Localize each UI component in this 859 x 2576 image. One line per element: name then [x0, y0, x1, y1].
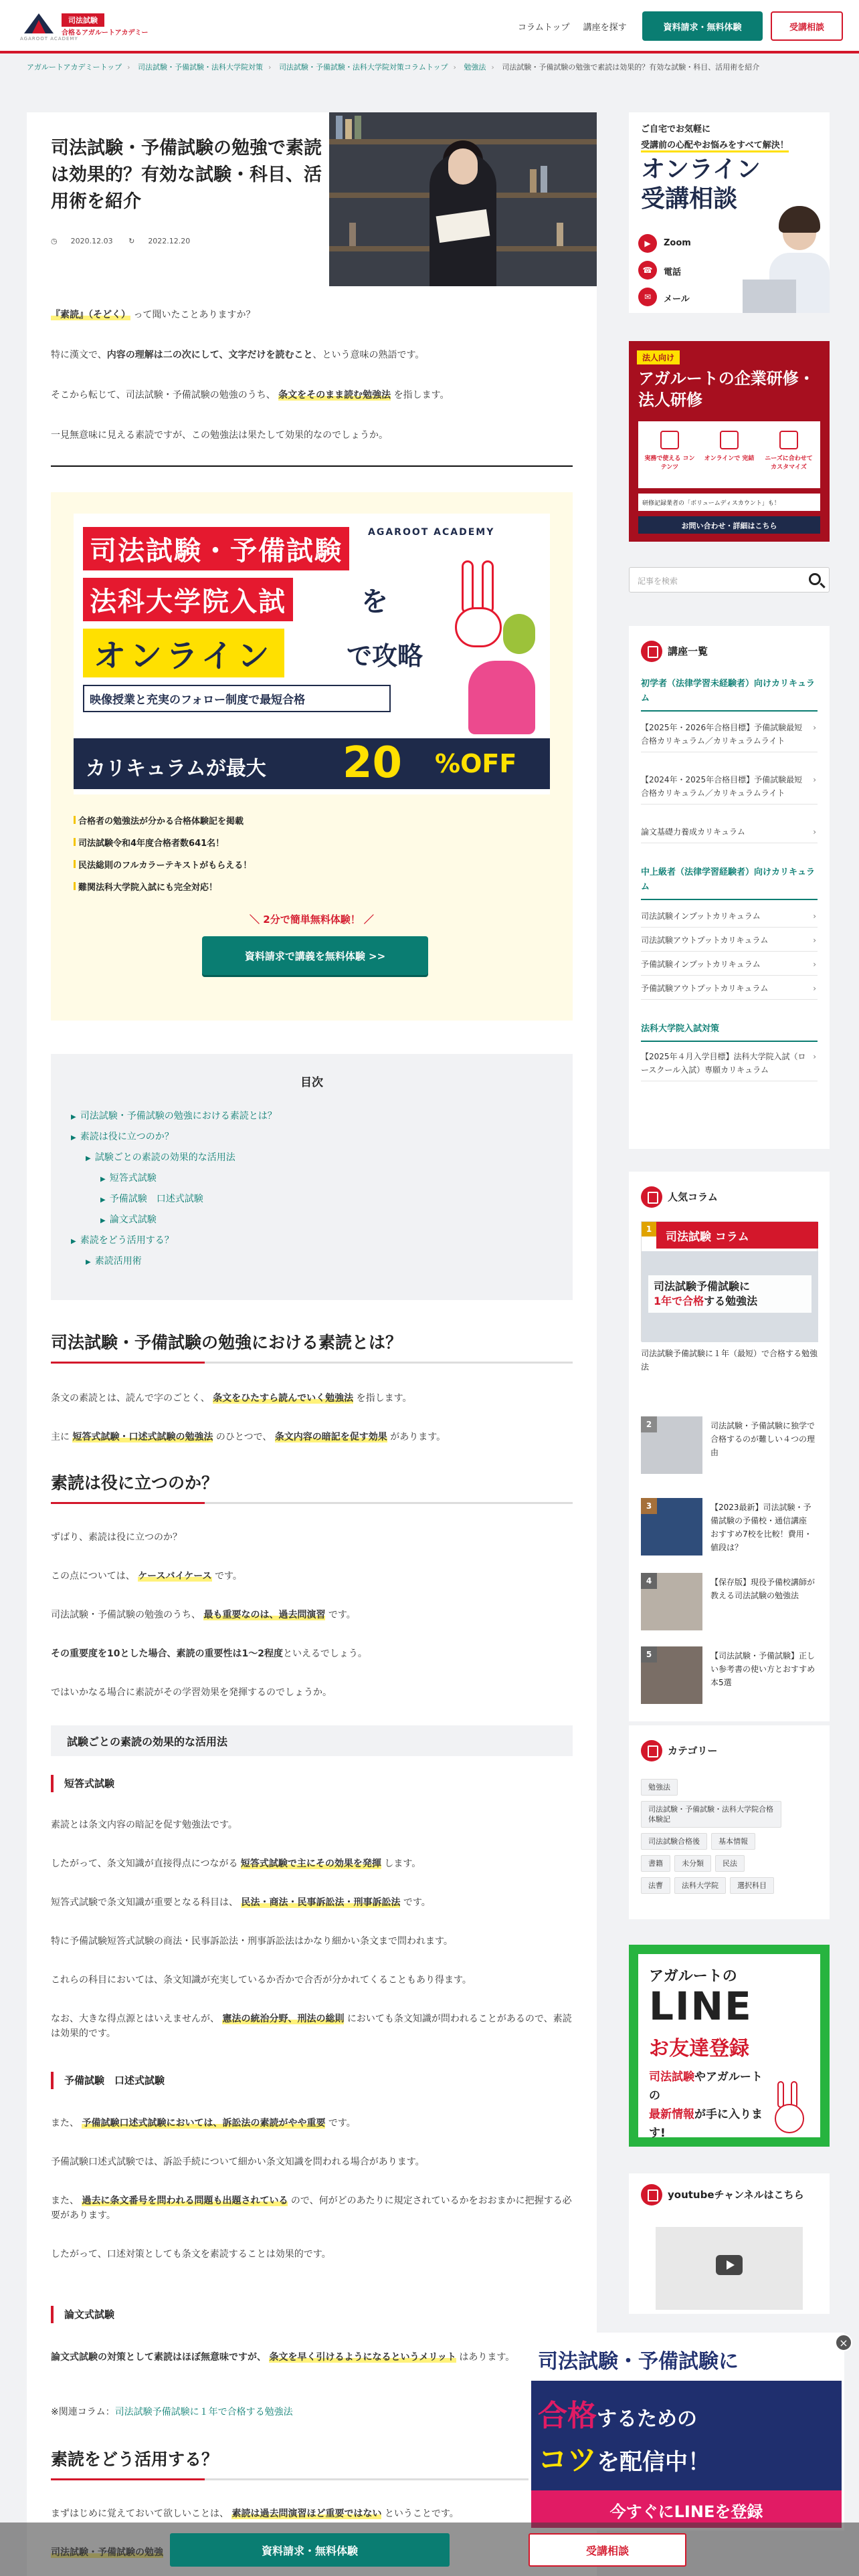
category-tag[interactable]: 司法試験・予備試験・法科大学院合格体験記	[641, 1801, 781, 1828]
youtube-icon	[641, 2184, 662, 2206]
paragraph: 特に予備試験短答式試験の商法・民事訴訟法・刑事訴訟法はかなり細かい条文まで問われます。	[51, 1936, 453, 1947]
phone-icon: ☎	[638, 261, 657, 280]
paragraph: なお、大きな得点源とはいえませんが、 憲法の統治分野、刑法の総則 においても条文知識が問われることがあるので、素読は効果的です。	[51, 2014, 572, 2039]
course-item[interactable]: 【2025年・2026年合格目標】予備試験最短合格カリキュラム／カリキュラムライト ›	[641, 717, 818, 752]
breadcrumb: アガルートアカデミートップ › 司法試験・予備試験・法科大学院対策 › 司法試験・予備試験・法科大学院対策コラムトップ › 勉強法 › 司法試験・予備試験の勉強で素読は効果的？有効な試験・科目、活用術を紹介	[27, 63, 760, 72]
course-group-heading[interactable]: 法科大学院入試対策	[641, 1022, 818, 1042]
course-item[interactable]: 司法試験インプットカリキュラム ›	[641, 905, 818, 928]
popular-item[interactable]: 2 司法試験・予備試験に独学で合格するのが難しい４つの理由	[641, 1416, 818, 1474]
popular-item[interactable]: 3 【2023最新】司法試験・予備試験の予備校・通信講座 おすすめ7校を比較！費用・値段は？	[641, 1498, 818, 1555]
section-heading: 素読をどう活用する？	[51, 2446, 573, 2480]
close-icon[interactable]: ×	[835, 2334, 852, 2351]
logo-tag: 司法試験	[62, 13, 104, 27]
popular-item[interactable]: 4 【保存版】現役予備校講師が教える司法試験の勉強法	[641, 1573, 818, 1630]
refresh-icon: ↻	[128, 237, 135, 245]
ad-cta[interactable]: お問い合わせ・詳細はこちら	[638, 516, 820, 534]
category-tag[interactable]: 書籍	[641, 1855, 670, 1872]
mail-icon: ✉	[638, 288, 657, 306]
list-item: 司法試験令和4年度合格者数641名！	[74, 833, 252, 855]
promo-banner	[51, 492, 573, 1021]
intro-p3: そこから転じて、司法試験・予備試験の勉強のうち、 条文をそのまま読む勉強法 を指します。	[51, 390, 450, 401]
category-tag[interactable]: 選択科目	[730, 1877, 774, 1894]
category-tags	[641, 1779, 822, 1899]
banner-line3: オンライン	[83, 629, 284, 677]
header-consult-button[interactable]: 受講相談	[771, 11, 843, 41]
popular-item-1[interactable]	[641, 1221, 818, 1395]
toc-item[interactable]: ▶ 試験ごとの素読の効果的な活用法	[86, 1150, 235, 1164]
toc-item[interactable]: ▶ 司法試験・予備試験の勉強における素読とは？	[71, 1109, 277, 1122]
toc-item[interactable]: ▶ 論文式試験	[100, 1212, 157, 1226]
ad-line: 受講前の心配やお悩みをすべて解決！	[641, 138, 789, 152]
banner-sub: 映像授業と充実のフォロー制度で最短合格	[83, 685, 391, 712]
ad-card: 実務で使える コンテンツ	[642, 427, 697, 483]
categories	[629, 1725, 830, 1919]
related-column: ※関連コラム：司法試験予備試験に１年で合格する勉強法	[51, 2407, 293, 2418]
category-tag[interactable]: 民法	[715, 1855, 745, 1872]
youtube-channel	[629, 2173, 830, 2314]
header-request-button[interactable]: 資料請求・無料体験	[642, 11, 763, 41]
course-item[interactable]: 予備試験アウトプットカリキュラム ›	[641, 978, 818, 1000]
promo-banner-image[interactable]	[74, 514, 550, 794]
banner-request-button[interactable]: 資料請求で講義を無料体験 >>	[202, 936, 428, 975]
toc-item[interactable]: ▶ 短答式試験	[100, 1171, 157, 1184]
ad-title: オンライン受講相談	[641, 156, 761, 213]
paragraph: したがって、口述対策としても条文を素読することは効果的です。	[51, 2249, 331, 2260]
hero-image	[329, 112, 597, 286]
list-item: 合格者の勉強法が分かる合格体験記を掲載	[74, 811, 252, 833]
course-item[interactable]: 予備試験インプットカリキュラム ›	[641, 954, 818, 976]
ad-cta[interactable]: 今すぐにLINEを登録	[531, 2490, 842, 2528]
paragraph: また、 予備試験口述式試験においては、訴訟法の素読がやや重要 です。	[51, 2118, 356, 2129]
corporate-training-ad[interactable]	[629, 341, 830, 542]
floating-line-ad[interactable]	[529, 2333, 848, 2531]
paragraph: ではいかなる場合に素読がその学習効果を発揮するのでしょうか。	[51, 1687, 332, 1698]
related-column-link[interactable]: 司法試験予備試験に１年で合格する勉強法	[114, 2407, 293, 2418]
popular-thumbnail: 1 司法試験 コラム 司法試験予備試験に 1年で合格する勉強法	[641, 1221, 818, 1341]
ad-text: 司法試験やアガルートの 最新情報が手に入ります!	[649, 2070, 763, 2140]
popular-item[interactable]: 5 【司法試験・予備試験】正しい参考書の使い方とおすすめ本5選	[641, 1646, 818, 1704]
site-header	[0, 0, 859, 53]
banner-logo: AGAROOT ACADEMY	[368, 527, 495, 538]
ad-note: 研修記録業者の「ボリュームディスカウント」も！	[638, 494, 820, 511]
logo-mark-icon	[24, 13, 54, 33]
intro-p4: 一見無意味に見える素読ですが、この勉強法は果たして効果的なのでしょうか。	[51, 430, 388, 441]
header-nav	[518, 20, 638, 33]
ad-tag: 法人向け	[637, 350, 680, 364]
popular-columns	[629, 1172, 830, 1721]
banner-mini-text: ＼ 2分で簡単無料体験！ ／	[250, 914, 374, 926]
search-box[interactable]	[629, 567, 830, 593]
paragraph: ずばり、素読は役に立つのか？	[51, 1532, 182, 1543]
section-heading: 素読は役に立つのか？	[51, 1470, 573, 1504]
banner-line3-suffix: で攻略	[347, 641, 423, 671]
course-item[interactable]: 【2025年４月入学目標】法科大学院入試（ロースクール入試）専願カリキュラム ›	[641, 1046, 818, 1081]
divider	[51, 465, 573, 467]
ad-line: アガルートの	[649, 1968, 737, 1985]
ad-line: ご自宅でお気軽に	[641, 124, 711, 134]
method-label: メール	[664, 294, 690, 304]
paragraph: また、 過去に条文番号を問われる問題も出題されている ので、何がどのあたりに規定されているかをおおまかに把握する必要があります。	[51, 2195, 572, 2221]
breadcrumb-current: 司法試験・予備試験の勉強で素読は効果的？有効な試験・科目、活用術を紹介	[502, 63, 760, 72]
updated-date: 2022.12.20	[148, 237, 191, 245]
banner-discount-bar: カリキュラムが最大 20 %OFF	[74, 738, 550, 789]
sub-subsection-heading: 予備試験 口述式試験	[51, 2072, 573, 2089]
youtube-title: youtubeチャンネルはこちら	[641, 2184, 804, 2206]
ad-big-line: 合格するための	[538, 2399, 697, 2433]
course-item[interactable]: 論文基礎力養成カリキュラム ›	[641, 821, 818, 843]
ad-line: 司法試験・予備試験に	[538, 2350, 739, 2373]
article-hero	[27, 112, 597, 286]
online-consult-ad[interactable]	[629, 112, 830, 313]
breadcrumb-item[interactable]: アガルートアカデミートップ	[27, 63, 122, 72]
course-group-heading[interactable]: 初学者（法律学習未経験者）向けカリキュラム	[641, 677, 818, 712]
published-date: 2020.12.03	[70, 237, 113, 245]
category-tag[interactable]: 法曹	[641, 1877, 670, 1894]
breadcrumb-item[interactable]: 勉強法	[464, 63, 486, 72]
table-of-contents	[51, 1054, 573, 1300]
banner-benefits	[74, 811, 252, 899]
toc-item[interactable]: ▶ 素読は役に立つのか？	[71, 1130, 174, 1143]
category-tag[interactable]: 勉強法	[641, 1779, 678, 1796]
list-item: 難関法科大学院入試にも完全対応！	[74, 877, 252, 899]
article	[27, 112, 597, 2576]
paragraph: したがって、条文知識が直接得点につながる 短答式試験で主にその効果を発揮 します。	[51, 1858, 421, 1869]
ad-card: オンラインで 完結	[702, 427, 757, 483]
intro-p2: 特に漢文で、内容の理解は二の次にして、文字だけを読むこと、という意味の熟語です。	[51, 350, 425, 360]
list-item: 民法総則のフルカラーテキストがもらえる！	[74, 855, 252, 877]
paragraph: これらの科目においては、条文知識が充実しているか否かで合否が分かれてくることもあり得ます。	[51, 1975, 472, 1985]
mascot-rabbit-icon	[455, 560, 535, 734]
course-list-title: 講座一覧	[641, 641, 708, 662]
ad-big-line: コツを配信中！	[538, 2443, 710, 2477]
subsection-heading: 試験ごとの素読の効果的な活用法	[51, 1725, 573, 1756]
sub-subsection-heading: 短答式試験	[51, 1775, 573, 1792]
flag-icon	[641, 1740, 662, 1761]
ad-big: LINE	[649, 1983, 753, 2029]
paragraph: 素読とは条文内容の暗記を促す勉強法です。	[51, 1820, 237, 1830]
paragraph: この点については、 ケースバイケース です。	[51, 1571, 242, 1582]
method-label: Zoom	[664, 238, 691, 248]
search-input[interactable]: 記事を検索	[638, 576, 678, 586]
category-tag[interactable]: 法科大学院	[674, 1877, 726, 1894]
toc-item[interactable]: ▶ 予備試験 口述式試験	[100, 1192, 203, 1205]
article-title: 司法試験・予備試験の勉強で素読は効果的？有効な試験・科目、活用術を紹介	[51, 138, 322, 212]
ad-cards	[638, 421, 820, 488]
paragraph: 短答式試験で条文知識が重要となる科目は、 民法・商法・民事訴訟法・刑事訴訟法 です。	[51, 1897, 431, 1908]
category-tag[interactable]: 未分類	[674, 1855, 711, 1872]
toc-item[interactable]: ▶ 素読をどう活用する？	[71, 1233, 174, 1247]
ad-register: お友達登録	[649, 2037, 749, 2060]
category-tag[interactable]: 司法試験合格後	[641, 1833, 707, 1850]
course-group-heading[interactable]: 中上級者（法律学習経験者）向けカリキュラム	[641, 865, 818, 900]
paragraph: 司法試験・予備試験の勉強のうち、 最も重要なのは、過去問演習 です。	[51, 1610, 356, 1620]
bottom-consult-button[interactable]: 受講相談	[529, 2533, 686, 2567]
category-tag[interactable]: 基本情報	[711, 1833, 755, 1850]
course-item[interactable]: 【2024年・2025年合格目標】予備試験最短合格カリキュラム／カリキュラムライト ›	[641, 769, 818, 804]
popular-title: 人気コラム	[641, 1186, 718, 1208]
breadcrumb-item[interactable]: 司法試験・予備試験・法科大学院対策	[138, 63, 264, 72]
banner-line2-suffix: を	[361, 586, 388, 617]
paragraph: 論文式試験の対策として素読はほぼ無意味ですが、 条文を早く引けるようになるというメリット はあります。	[51, 2352, 515, 2363]
intro-p1: 『素読』（そどく） って聞いたことありますか？	[51, 310, 256, 320]
logo-brand: AGAROOT ACADEMY	[20, 36, 78, 41]
nav-column-top[interactable]: コラムトップ	[518, 23, 570, 33]
section-heading: 司法試験・予備試験の勉強における素読とは？	[51, 1329, 573, 1364]
bottom-request-button[interactable]: 資料請求・無料体験	[170, 2533, 450, 2567]
person-illustration	[763, 199, 830, 313]
ad-card: ニーズに合わせて カスタマイズ	[761, 427, 816, 483]
paragraph: まずはじめに覚えておいて欲しいことは、 素読は過去問演習ほど重要ではない ということです。	[51, 2508, 459, 2519]
course-item[interactable]: 司法試験アウトプットカリキュラム ›	[641, 930, 818, 952]
toc-title: 目次	[300, 1076, 323, 1089]
book-icon	[641, 641, 662, 662]
bottom-cta-bar	[0, 2523, 859, 2576]
course-list	[629, 626, 830, 1149]
paragraph: 主に 短答式試験・口述式試験の勉強法 のひとつで、 条文内容の暗記を促す効果 があります。	[51, 1432, 446, 1442]
logo-sub: 合格るアガルートアカデミー	[62, 29, 149, 37]
paragraph: 条文の素読とは、読んで字のごとく、 条文をひたすら読んでいく勉強法 を指します。	[51, 1393, 412, 1404]
youtube-thumbnail[interactable]	[656, 2227, 803, 2310]
popular-text: 司法試験予備試験に１年（最短）で合格する勉強法	[641, 1349, 818, 1372]
mascot-icon	[772, 2081, 812, 2135]
ad-title: アガルートの企業研修・法人研修	[638, 369, 815, 409]
video-icon: ▶	[638, 234, 657, 253]
clock-icon: ◷	[51, 237, 58, 245]
toc-item[interactable]: ▶ 素読活用術	[86, 1254, 142, 1267]
article-dates	[51, 237, 203, 245]
categories-title: カテゴリー	[641, 1740, 717, 1761]
banner-line2: 法科大学院入試	[83, 578, 293, 621]
paragraph: その重要度を10とした場合、素読の重要性は1〜2程度といえるでしょう。	[51, 1648, 367, 1659]
breadcrumb-item[interactable]: 司法試験・予備試験・法科大学院対策コラムトップ	[278, 63, 448, 72]
search-icon[interactable]	[809, 573, 821, 585]
sub-subsection-heading: 論文式試験	[51, 2306, 573, 2323]
line-friend-ad[interactable]	[629, 1945, 830, 2147]
site-logo[interactable]	[20, 9, 154, 43]
banner-line1: 司法試験・予備試験	[83, 527, 349, 570]
method-label: 電話	[664, 267, 682, 278]
bookmark-icon	[641, 1186, 662, 1208]
nav-find-course[interactable]: 講座を探す	[583, 23, 627, 33]
paragraph: 予備試験口述式試験では、訴訟手続について細かい条文知識を問われる場合があります。	[51, 2157, 425, 2167]
